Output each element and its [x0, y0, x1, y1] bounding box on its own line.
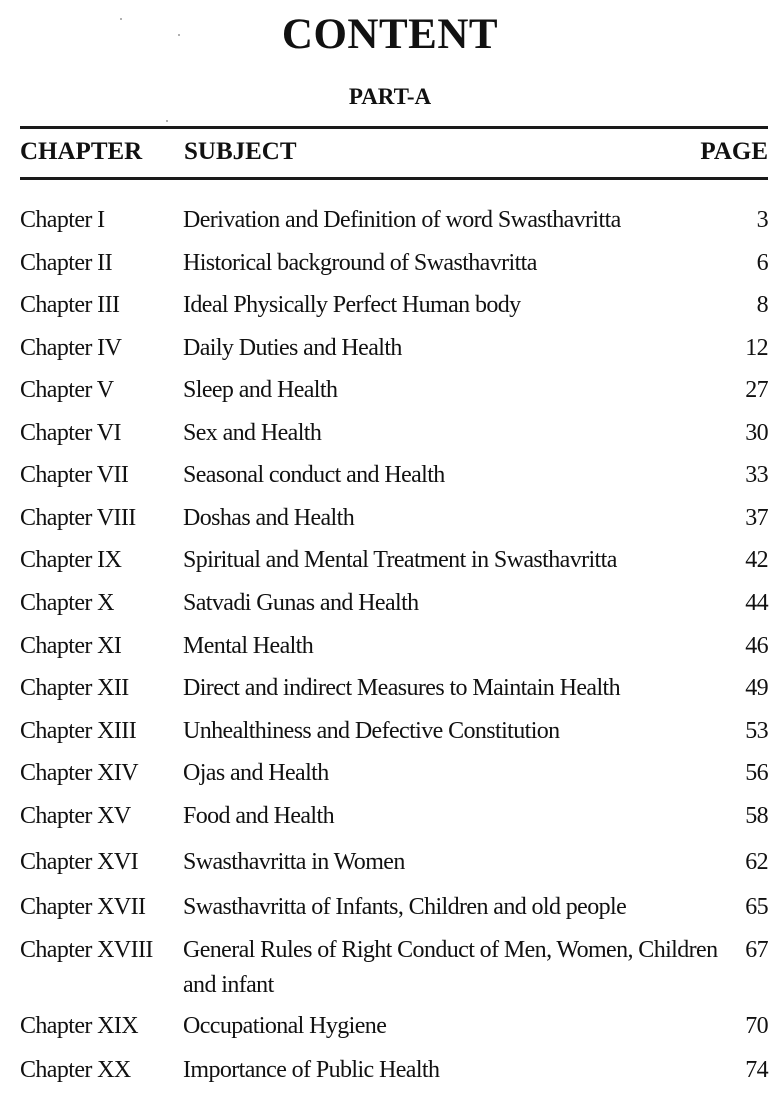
page-number: 58: [745, 803, 768, 829]
page-number: 8: [756, 292, 768, 318]
chapter-subject: Importance of Public Health: [183, 1057, 440, 1083]
page-number: 62: [745, 849, 768, 875]
chapter-number: Chapter XV: [20, 803, 131, 829]
chapter-subject: Occupational Hygiene: [183, 1013, 387, 1039]
chapter-number: Chapter XI: [20, 633, 122, 659]
chapter-number: Chapter V: [20, 377, 114, 403]
chapter-number: Chapter IV: [20, 335, 122, 361]
chapter-subject: Mental Health: [183, 633, 314, 659]
chapter-subject: Swasthavritta of Infants, Children and old people: [183, 894, 627, 920]
chapter-number: Chapter VII: [20, 462, 129, 488]
chapter-number: Chapter VIII: [20, 505, 136, 531]
page-number: 70: [745, 1013, 768, 1039]
chapter-number: Chapter XIV: [20, 760, 139, 786]
chapter-subject: Seasonal conduct and Health: [183, 462, 445, 488]
chapter-number: Chapter XIX: [20, 1013, 139, 1039]
page-number: 74: [745, 1057, 768, 1083]
column-header-page: PAGE: [700, 138, 768, 165]
page-number: 12: [745, 335, 768, 361]
column-header-chapter: CHAPTER: [20, 138, 143, 165]
chapter-subject: General Rules of Right Conduct of Men, Women, Children and infant: [183, 937, 718, 998]
chapter-number: Chapter XVI: [20, 849, 139, 875]
chapter-number: Chapter III: [20, 292, 120, 318]
chapter-subject: Ideal Physically Perfect Human body: [183, 292, 521, 318]
chapter-subject: Sleep and Health: [183, 377, 338, 403]
chapter-subject: Ojas and Health: [183, 760, 329, 786]
page-title: CONTENT: [281, 11, 499, 58]
column-header-subject: SUBJECT: [184, 138, 297, 165]
page-number: 3: [756, 207, 768, 233]
chapter-subject: Direct and indirect Measures to Maintain Health: [183, 675, 620, 701]
chapter-number: Chapter XIII: [20, 718, 137, 744]
chapter-subject: Daily Duties and Health: [183, 335, 402, 361]
page-number: 53: [745, 718, 768, 744]
chapter-subject: Sex and Health: [183, 420, 322, 446]
page-number: 65: [745, 894, 768, 920]
chapter-number: Chapter XVIII: [20, 937, 153, 963]
chapter-number: Chapter VI: [20, 420, 121, 446]
chapter-subject: Doshas and Health: [183, 505, 355, 531]
page-number: 6: [756, 250, 768, 276]
page-number: 30: [745, 420, 768, 446]
page-number: 33: [745, 462, 768, 488]
page-number: 46: [745, 633, 768, 659]
page-number: 67: [745, 937, 768, 963]
chapter-subject: Spiritual and Mental Treatment in Swasthavritta: [183, 547, 617, 573]
page-number: 27: [745, 377, 768, 403]
chapter-subject: Derivation and Definition of word Swasthavritta: [183, 207, 621, 233]
chapter-number: Chapter IX: [20, 547, 122, 573]
scan-speck: [166, 120, 168, 122]
chapter-subject: Satvadi Gunas and Health: [183, 590, 419, 616]
page-number: 44: [745, 590, 768, 616]
chapter-number: Chapter X: [20, 590, 114, 616]
chapter-subject: Swasthavritta in Women: [183, 849, 405, 875]
chapter-subject: Historical background of Swasthavritta: [183, 250, 537, 276]
part-heading: PART-A: [348, 84, 432, 109]
page-number: 49: [745, 675, 768, 701]
chapter-subject: Unhealthiness and Defective Constitution: [183, 718, 560, 744]
page-number: 56: [745, 760, 768, 786]
scan-speck: [178, 34, 180, 36]
header-top-rule: [20, 126, 768, 129]
chapter-number: Chapter XVII: [20, 894, 146, 920]
page-number: 42: [745, 547, 768, 573]
chapter-number: Chapter I: [20, 207, 105, 233]
chapter-number: Chapter II: [20, 250, 112, 276]
chapter-number: Chapter XII: [20, 675, 129, 701]
scan-speck: [120, 18, 122, 20]
page-number: 37: [745, 505, 768, 531]
chapter-number: Chapter XX: [20, 1057, 131, 1083]
chapter-subject: Food and Health: [183, 803, 334, 829]
header-bottom-rule: [20, 177, 768, 180]
